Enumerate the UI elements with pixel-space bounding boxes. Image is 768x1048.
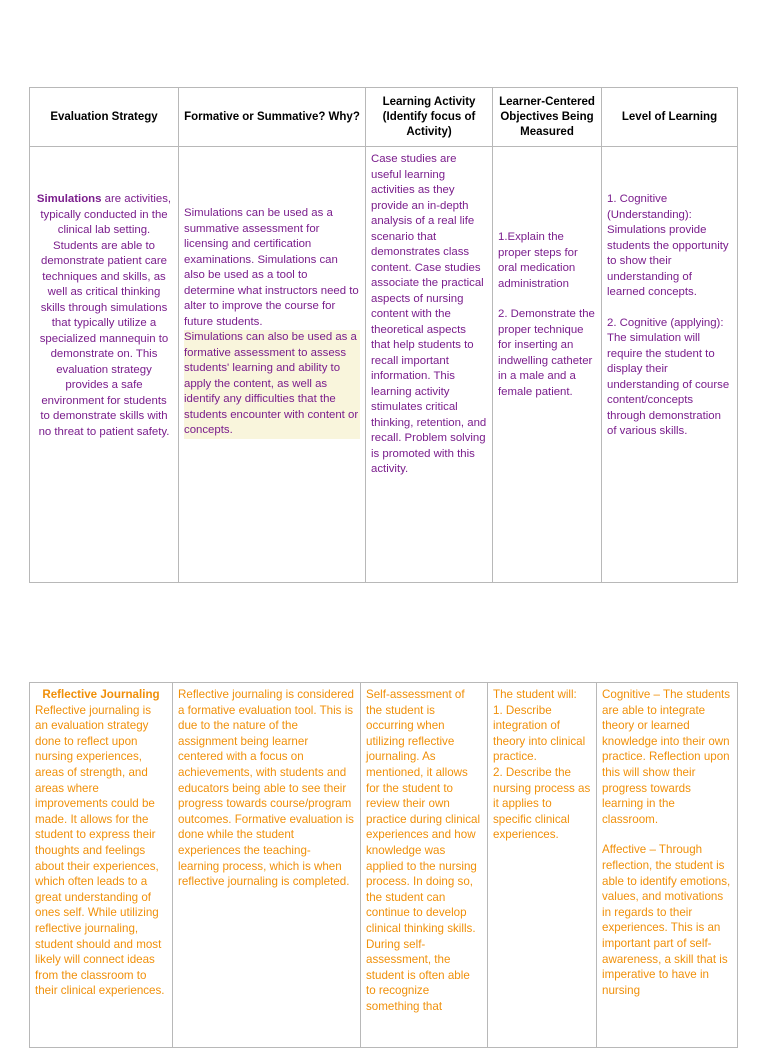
formative-text: Simulations can also be used as a formative assessment to assess students' learning and ability to apply the content, as well as identify any difficulties that the students encounter with content or concepts. <box>184 330 360 439</box>
header-objectives: Learner-Centered Objectives Being Measured <box>493 88 602 147</box>
cell-evaluation-strategy <box>30 683 173 1048</box>
objective-2: 2. Demonstrate the proper technique for inserting an indwelling catheter in a male and a female patient. <box>498 308 595 398</box>
cell-objectives <box>493 147 602 583</box>
strategy-description: are activities, typically conducted in the clinical lab setting. Students are able to demonstrate patient care techniques and skills, as well as critical thinking skills through simulations that typically utilize a specialized mannequin to demonstrate on. This evaluation strategy provides a safe environment for students to demonstrate skills with no threat to patient safety. <box>38 193 172 438</box>
strategy-name: Simulations <box>36 193 102 205</box>
strategy-name: Reflective Journaling <box>42 688 160 701</box>
activity-text: Self-assessment of the student is occurring when utilizing reflective journaling. As mentioned, it allows for the student to review their own practice during clinical experiences and how knowledge was applied to the nursing process. In doing so, the student can continue to develop clinical thinking skills. During self-assessment, the student is often able to recognize something that <box>366 688 481 1013</box>
cell-level-of-learning <box>602 147 738 583</box>
level-1: Cognitive – The students are able to integrate theory or learned knowledge into their own practice. Reflection upon this will show their progress towards learning in the classroom. <box>602 688 731 826</box>
cell-objectives <box>488 683 597 1048</box>
formative-text: Reflective journaling is considered a formative evaluation tool. This is due to the nature of the assignment being learner centered with a focus on achievements, with students and educators being able to see their progress towards course/program outcomes. Formative evaluation is done while the student experiences the teaching- learning process, which is when reflective journaling is completed. <box>178 688 354 889</box>
strategy-description: Reflective journaling is an evaluation strategy done to reflect upon nursing experiences, areas of strength, and areas where improvements could be made. It allows for the student to express their thoughts and feelings about their experiences, which often leads to a great understanding of ones self. While utilizing reflective journaling, student should and most likely will connect ideas from the classroom to their clinical experiences. <box>35 703 165 998</box>
header-row <box>30 88 738 147</box>
cell-formative-summative <box>179 147 366 583</box>
cell-evaluation-strategy <box>30 147 179 583</box>
activity-text: Case studies are useful learning activities as they provide an in-depth analysis of a real life scenario that demonstrates class content. Case studies associate the practical aspects of nursing content with the theoretical aspects that help students to recall important information. This learning activity stimulates critical thinking, retention, and recall. Problem solving is promoted with this activity. <box>371 153 487 475</box>
header-learning-activity: Learning Activity (Identify focus of Activity) <box>366 88 493 147</box>
evaluation-table-reflective-journaling <box>29 682 738 1048</box>
objectives-text: The student will: 1. Describe integration of theory into clinical practice. 2. Describe the nursing process as it applies to specific clinical experiences. <box>493 688 591 842</box>
table-row <box>30 147 738 583</box>
cell-learning-activity <box>366 147 493 583</box>
cell-level-of-learning <box>597 683 738 1048</box>
level-2: Affective – Through reflection, the student is able to identify emotions, values, and motivations in regards to their experiences. This is an important part of self-awareness, a skill that is imperative to have in nursing <box>602 843 731 997</box>
header-evaluation-strategy: Evaluation Strategy <box>30 88 179 147</box>
summative-text: Simulations can be used as a summative assessment for licensing and certification examinations. Simulations can also be used as a tool to determine what instructors need to alter to improve the course for future students. <box>184 207 359 328</box>
objective-1: 1.Explain the proper steps for oral medication administration <box>498 231 578 290</box>
level-1: 1. Cognitive (Understanding): Simulations provide students the opportunity to show their understanding of learned concepts. <box>607 193 729 298</box>
table-row <box>30 683 738 1048</box>
header-level-of-learning: Level of Learning <box>602 88 738 147</box>
level-2: 2. Cognitive (applying): The simulation will require the student to display their understanding of course content/concepts through demonstration of various skills. <box>607 316 730 437</box>
header-formative-summative: Formative or Summative? Why? <box>179 88 366 147</box>
cell-learning-activity <box>361 683 488 1048</box>
evaluation-table-simulations <box>29 87 738 583</box>
cell-formative-summative <box>173 683 361 1048</box>
